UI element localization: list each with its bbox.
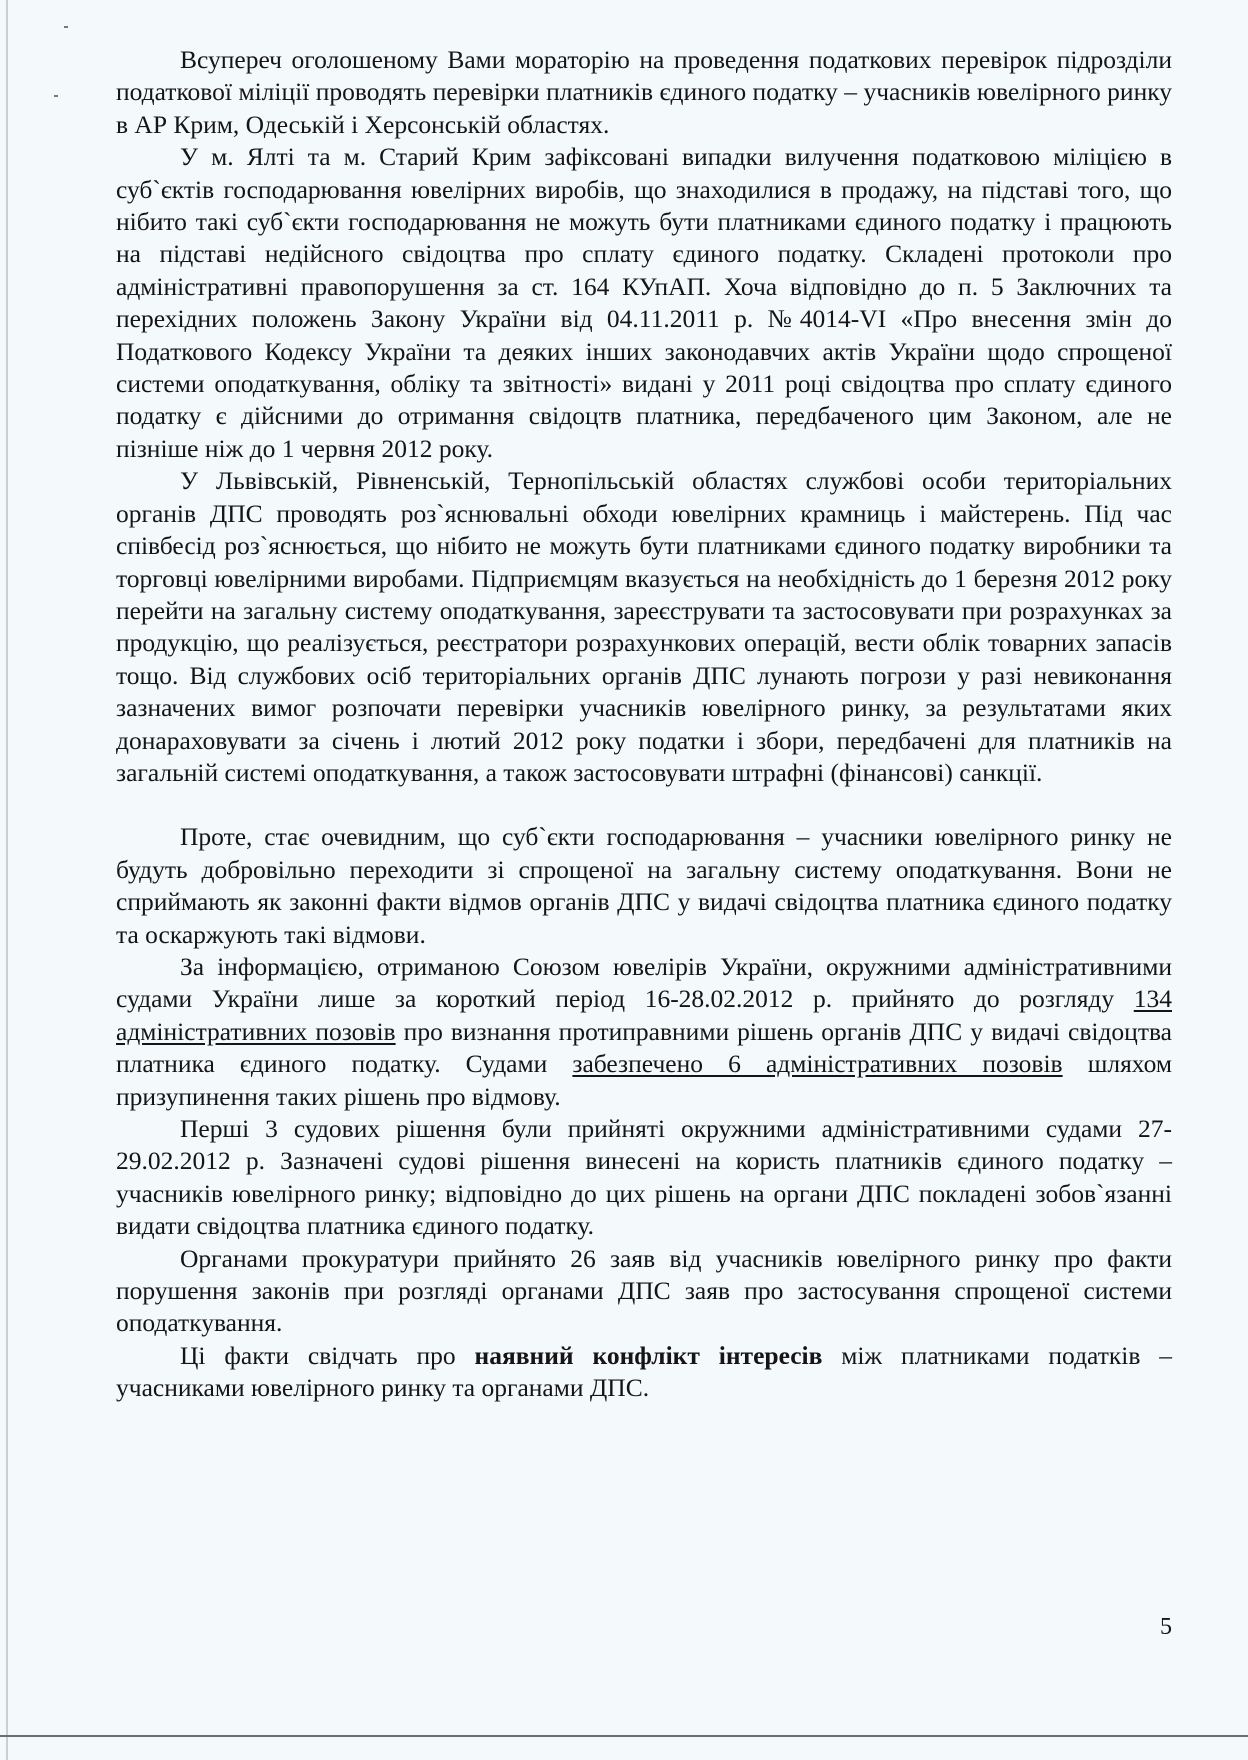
bold-conflict-phrase: наявний конфлікт інтересів [474,1340,823,1370]
scan-speck [54,95,58,97]
underlined-claims-count: 134 адміністративних позовів [116,984,1172,1046]
text-run: За інформацією, отриманою Союзом ювелірів України, окружними адміністративними судами України лише за короткий період 16-28.02.2012 р. прийнято до розгляду [116,951,1172,1014]
scan-bottom-edge [0,1735,1248,1737]
document-body [116,44,1172,1405]
paragraph-western-regions: У Львівській, Рівненській, Тернопільській областях службові особи територіальних органів ДПС проводять роз`яснювальні обходи ювелірних крамниць і майстерень. Під час співбесід роз`яснюється, що нібито не можуть бути платниками єдиного податку виробники та торговці ювелірними виробами. Підприємцям вказується на необхідність до 1 березня 2012 року перейти на загальну систему оподаткування, зареєструвати та застосовувати при розрахунках за продукцію, що реалізується, реєстратори розрахункових операцій, вести облік товарних запасів тощо. Від службових осіб територіальних органів ДПС лунають погрози у разі невиконання зазначених вимог розпочати перевірки учасників ювелірного ринку, за результатами яких донараховувати за січень і лютий 2012 року податки і збори, передбачені для платників на загальній системі оподаткування, а також застосовувати штрафні (фінансові) санкції. [116,466,1172,787]
paragraph-prosecutor: Органами прокуратури прийнято 26 заяв від учасників ювелірного ринку про факти порушення законів при розгляді органами ДПС заяв про застосування спрощеної системи оподаткування. [116,1243,1172,1338]
text-run: Ці факти свідчать про [180,1340,475,1370]
page-number: 5 [1160,1614,1172,1640]
paragraph-yalta-seizures: У м. Ялті та м. Старий Крим зафіксовані випадки вилучення податковою міліцією в суб`єктів господарювання ювелірних виробів, що знаходилися в продажу, на підставі того, що нібито такі суб`єкти господарювання не можуть бути платниками єдиного податку і працюють на підставі недійсного свідоцтва про сплату єдиного податку. Складені протоколи про адміністративні правопорушення за ст. 164 КУпАП. Хоча відповідно до п. 5 Заключних та перехідних положень Закону України від 04.11.2011 р. №4014-VI «Про внесення змін до Податкового Кодексу України та деяких інших законодавчих актів України щодо спрощеної системи оподаткування, обліку та звітності» видані у 2011 році свідоцтва про сплату єдиного податку є дійсними до отримання свідоцтв платника, передбаченого цим Законом, але не пізніше ніж до 1 червня 2012 року. [116,142,1172,463]
text-run: шляхом призупинення таких рішень про відмову. [116,1049,1172,1111]
text-run: про визнання протиправними рішень органів ДПС у видачі свідоцтва платника єдиного податку. Судами [116,1016,1172,1079]
text-run: між платниками податків – учасниками ювелірного ринку та органами ДПС. [116,1340,1172,1403]
paragraph-conflict-of-interest [116,1340,1172,1405]
scan-left-edge [6,0,8,1760]
paragraph-moratorium: Всупереч оголошеному Вами мораторію на проведення податкових перевірок підрозділи податкової міліції проводять перевірки платників єдиного податку – учасників ювелірного ринку в АР Крим, Одеській і Херсонській областях. [116,45,1172,139]
scan-speck [64,26,68,28]
paragraph-conclusion: Проте, стає очевидним, що суб`єкти господарювання – учасники ювелірного ринку не будуть добровільно переходити зі спрощеної на загальну систему оподаткування. Вони не сприймають як законні факти відмов органів ДПС у видачі свідоцтва платника єдиного податку та оскаржують такі відмови. [116,822,1172,949]
paragraph-first-decisions: Перші 3 судових рішення були прийняті окружними адміністративними судами 27-29.02.2012 р. Зазначені судові рішення винесені на користь платників єдиного податку – учасників ювелірного ринку; відповідно до цих рішень на органи ДПС покладені зобов`язанні видати свідоцтва платника єдиного податку. [116,1114,1172,1241]
underlined-secured-claims: забезпечено 6 адміністративних позовів [572,1049,1063,1079]
paragraph-court-claims [116,951,1172,1113]
